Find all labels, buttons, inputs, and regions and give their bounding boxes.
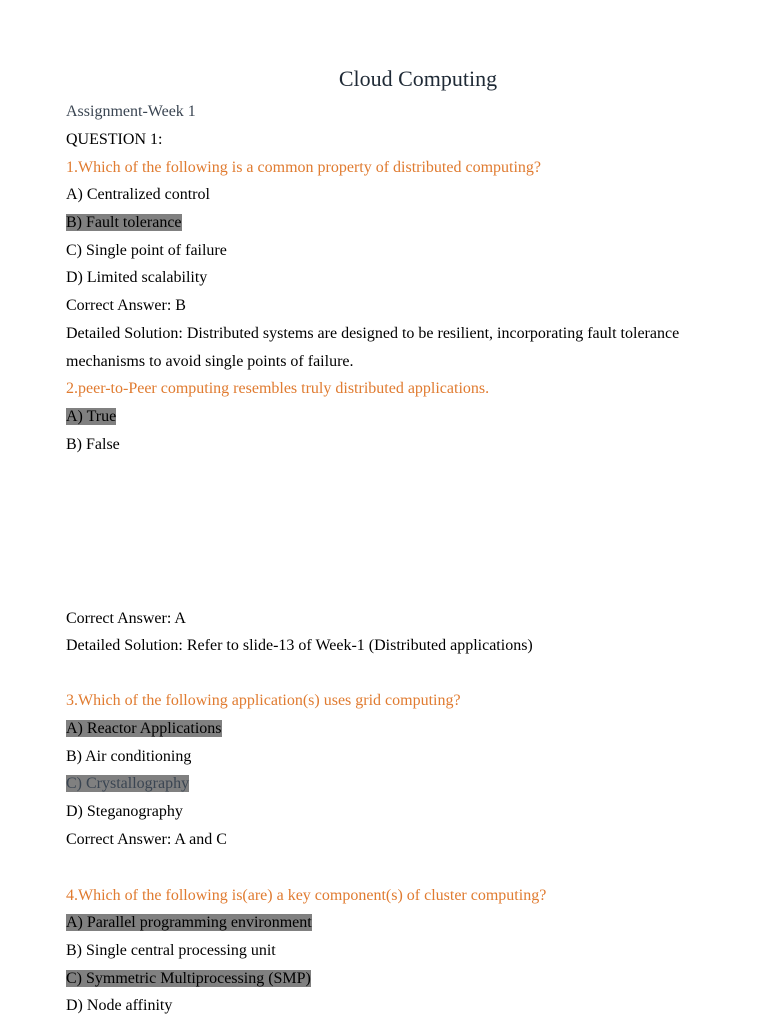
q1-option-b (66, 212, 182, 234)
q1-correct-answer: Correct Answer: B (66, 297, 186, 314)
q1-detailed-solution: Detailed Solution: Distributed systems are designed to be resilient, incorporating fault tolerance mechanisms to avoid single points of failure. (66, 325, 680, 370)
q2-detailed-solution: Detailed Solution: Refer to slide-13 of Week-1 (Distributed applications) (66, 637, 533, 654)
q1-option-c: C) Single point of failure (66, 242, 227, 259)
q4-option-c-highlight: C) Symmetric Multiprocessing (SMP) (66, 970, 311, 987)
question-4-text: 4.Which of the following is(are) a key component(s) of cluster computing? (66, 887, 547, 904)
q4-option-b: B) Single central processing unit (66, 942, 276, 959)
q3-option-a (66, 718, 222, 740)
q4-option-c (66, 968, 311, 990)
question-2-text: 2.peer-to-Peer computing resembles truly distributed applications. (66, 380, 490, 397)
q1-option-a: A) Centralized control (66, 186, 210, 203)
q1-option-b-highlight: B) Fault tolerance (66, 214, 182, 231)
q1-option-d: D) Limited scalability (66, 269, 208, 286)
q4-option-a-highlight: A) Parallel programming environment (66, 914, 312, 931)
section-heading: QUESTION 1: (66, 131, 163, 148)
q3-option-b: B) Air conditioning (66, 748, 192, 765)
question-3-text: 3.Which of the following application(s) uses grid computing? (66, 692, 461, 709)
q3-option-a-highlight: A) Reactor Applications (66, 720, 222, 737)
assignment-subtitle: Assignment-Week 1 (66, 103, 196, 120)
q4-option-a (66, 912, 312, 934)
q2-option-a (66, 406, 116, 428)
q3-option-d: D) Steganography (66, 803, 183, 820)
q2-correct-answer: Correct Answer: A (66, 610, 186, 627)
question-1-text: 1.Which of the following is a common property of distributed computing? (66, 159, 542, 176)
q3-correct-answer: Correct Answer: A and C (66, 831, 227, 848)
q2-option-a-highlight: A) True (66, 408, 117, 425)
q3-option-c (66, 773, 189, 795)
q4-option-d: D) Node affinity (66, 997, 173, 1014)
q2-option-b: B) False (66, 436, 120, 453)
q3-option-c-highlight: C) Crystallography (66, 775, 190, 792)
document-title: Cloud Computing (338, 66, 498, 91)
